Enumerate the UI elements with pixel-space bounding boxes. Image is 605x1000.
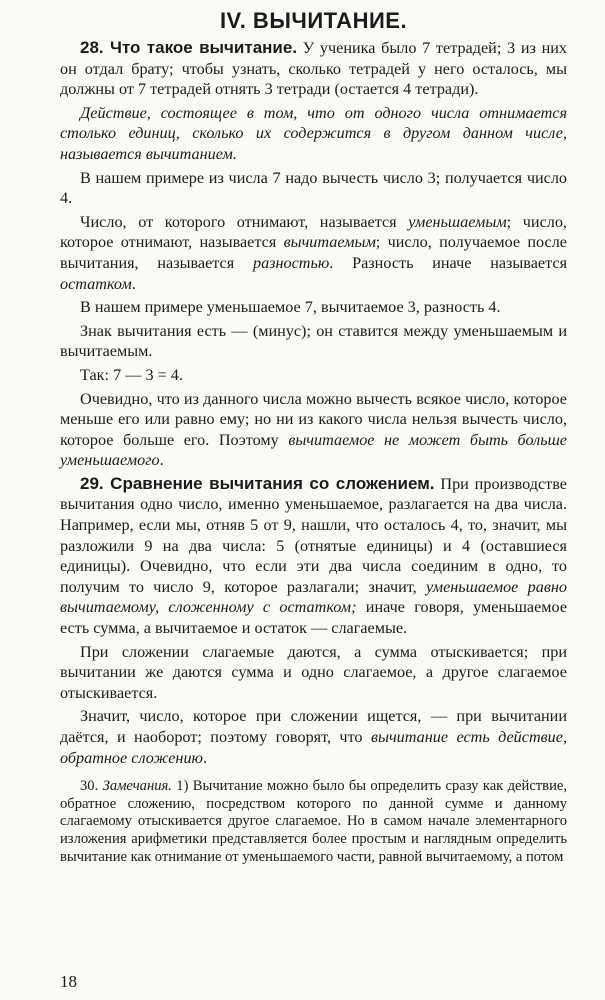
s28-paragraph-3: Число, от которого отнимают, называется уменьшаемым; число, которое отнимают, называется вычитаемым; число, получаемое после вычитания, называется разностью. Разность иначе называется остатком. — [60, 212, 568, 293]
s29-heading: 29. Сравнение вычитания со сложением. — [80, 473, 435, 493]
s28-paragraph-4: В нашем примере уменьшаемое 7, вычитаемое 3, разность 4. — [80, 298, 501, 317]
s29-paragraph-3: Значит, число, которое при сложении ищется, — при вычитании даётся, и наоборот; поэтому говорят, что вычитание есть действие, обратное сложению. — [60, 707, 567, 767]
s28-paragraph-1: 28. Что такое вычитание. У ученика было 7 тетрадей; 3 из них он отдал брату; чтобы узнать, сколько тетрадей у него осталось, мы должны от 7 тетрадей отнять 3 тетради (остается 4 тетради). — [60, 38, 567, 99]
s29-paragraph-2: При сложении слагаемые даются, а сумма отыскивается; при вычитании же даются сумма и одно слагаемое, а другое слагаемое отыскивается. — [60, 642, 567, 702]
s30-remarks: 30. Замечания. 1) Вычитание можно было бы определить сразу как действие, обратное сложению, посредством которого по данной сумме и данному слагаемому отыскивается другое слагаемое. Но в самом начале элементарного изложения арифметики представляется более простым и наглядным определить вычитание как отнимание от уменьшаемого части, равной вычитаемому, а потом — [60, 778, 568, 865]
s29-paragraph-1: 29. Сравнение вычитания со сложением. При производстве вычитания одно число, именно уменьшаемое, разлагается на два числа. Например, если мы, отняв 5 от 9, нашли, что осталось 4, то, значит, мы разложили 9 на два числа: 5 (отнятые единицы) и 4 (оставшиеся единицы). Очевидно, что если эти два числа соединим в одно, то получим то число 9, которое разлагали; значит, уменьшаемое равно вычитаемому, сложенному с остатком; иначе говоря, уменьшаемое есть сумма, а вычитаемое и остаток — слагаемые. — [60, 473, 567, 638]
s28-definition: Действие, состоящее в том, что от одного числа отнимается столько единиц, сколько их содержится в другом данном числе, называется вычитанием. — [60, 103, 567, 163]
s28-example: Так: 7 — 3 = 4. — [80, 365, 183, 384]
s28-paragraph-2: В нашем примере из числа 7 надо вычесть число 3; получается число 4. — [60, 168, 567, 208]
page-number: 18 — [60, 972, 77, 991]
s28-heading: 28. Что такое вычитание. — [80, 38, 298, 57]
s28-paragraph-7: Очевидно, что из данного числа можно вычесть всякое число, которое меньше его или равно ему; но ни из какого числа нельзя вычесть число, которое больше его. Поэтому вычитаемое не может быть больше уменьшаемого. — [60, 389, 567, 470]
body-text — [60, 38, 567, 866]
s28-paragraph-5: Знак вычитания есть — (минус); он ставится между уменьшаемым и вычитаемым. — [60, 321, 567, 361]
chapter-title: IV. ВЫЧИТАНИЕ. — [219, 8, 408, 33]
